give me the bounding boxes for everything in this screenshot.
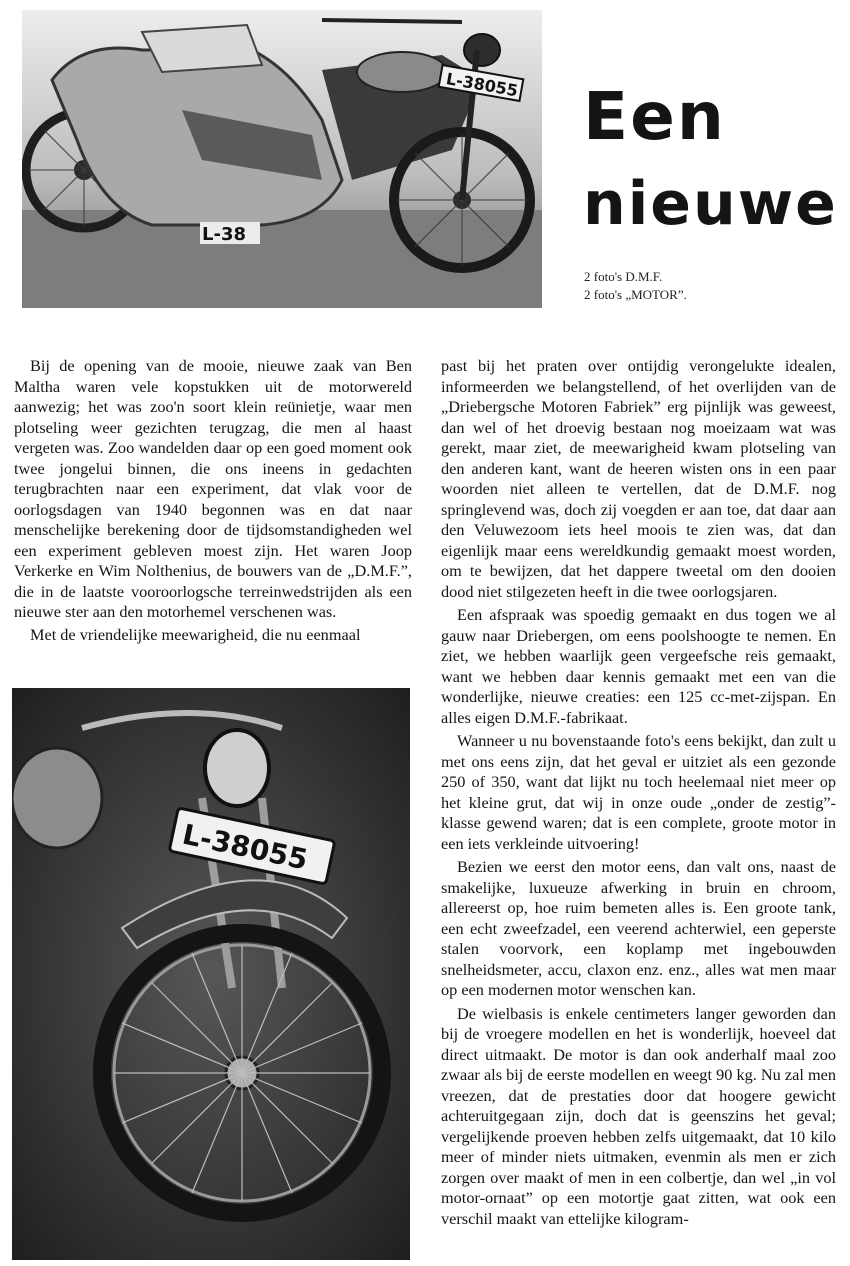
sidecar-plate-text: L-38 bbox=[202, 224, 246, 245]
article-right-column bbox=[441, 356, 836, 1232]
paragraph: De wielbasis is enkele centimeters langer geworden dan bij de vroegere modellen en het is wonderlijk, hoeveel dat direct uitmaakt. De motor is dan ook anderhalf maal zoo zwaar als bij de eerste modellen en weegt 90 kg. Nu zal men vreezen, dat de prestaties door dat hoogere gewicht achteruitgegaan zijn, doch dat is geenszins het geval; vergelijkende proeven hebben zelfs uitgemaakt, dat 10 kilo meer of minder niets uitmaken, evenmin als men er zich zorgen over maakt of men in een colbertje, dan wel „in vol motor-ornaat” op een motortje gaat zitten, wat ook een verschil maakt van ettelijke kilogram- bbox=[441, 1003, 836, 1228]
paragraph: past bij het praten over ontijdig verongelukte idealen, informeerden we belangstellend, of het overlijden van de „Driebergsche Motoren Fabriek” erg pijnlijk was geweest, dan wel of het droevig bestaan nog moeizaam wat was gerekt, maar ziet, de meewarigheid kwam plotseling van den anderen kant, want de heeren wisten ons in een paar woorden niet alleen te vertellen, dat de D.M.F. nog springlevend was, doch zij voegden er aan toe, dat daar aan den Veluwezoom iets heel moois te zien was, dat dan eigenlijk maar eens wereldkundig gemaakt moest worden, om te bewijzen, dat het dappere tweetal om den dooien dood niet stilgezeten heeft in die twee oorlogsjaren. bbox=[441, 356, 836, 601]
paragraph: Bezien we eerst den motor eens, dan valt ons, naast de smakelijke, luxueuze afwerking in bruin en chroom, allereerst op, hoe ruim bemeten alles is. Een groote tank, een echt zweefzadel, een veerend achterwiel, een geperste stalen voorvork, een koplamp met ingebouwden snelheidsmeter, accu, claxon enz. enz., alles wat men maar op een modernen motor wenschen kan. bbox=[441, 857, 836, 999]
front-plate-text: L-38055 bbox=[179, 817, 311, 877]
paragraph: Met de vriendelijke meewarigheid, die nu eenmaal bbox=[30, 624, 361, 644]
photo-credit-2: 2 foto's „MOTOR”. bbox=[584, 287, 687, 302]
photo-credit-1: 2 foto's D.M.F. bbox=[584, 269, 663, 284]
headline-line-1: Een bbox=[583, 78, 726, 155]
top-plate-text: L-38055 bbox=[444, 69, 520, 101]
paragraph: Wanneer u nu bovenstaande foto's eens bekijkt, dan zult u met ons eens zijn, dat het geval er uitziet als een gezonde 250 of 350, want dat lijkt nu toch heelemaal niet meer op het kleine grut, dat wij in onze oude „onder de zestig”-klasse gewend waren; dat is een complete, groote motor in een iets verkleinde uitvoering! bbox=[441, 731, 836, 853]
motorcycle-sidecar-photo bbox=[22, 10, 542, 308]
paragraph: Een afspraak was spoedig gemaakt en dus togen we al gauw naar Driebergen, om eens poolshoogte te nemen. En ziet, we hebben waarlijk geen vergeefsche reis gemaakt, want we hebben daar kennis gemaakt met een van die wonderlijke, nieuwe creaties: een 125 cc-met-zijspan. En alles eigen D.M.F.-fabrikaat. bbox=[441, 605, 836, 727]
article-left-column bbox=[14, 356, 412, 647]
paragraph: Bij de opening van de mooie, nieuwe zaak van Ben Maltha waren vele kopstukken uit de motorwereld aanwezig; het was zoo'n soort klein reünietje, waar men plotseling weer gezichten terugzag, die men al haast vergeten was. Zoo wandelden daar op een goed moment ook twee jongelui binnen, die ons ineens in gedachten terugbrachten naar een experiment, dat vlak voor de oorlogsdagen van 1940 begonnen was en dat naar menschelijke berekening door de tijdsomstandigheden wel een experiment gebleven moest zijn. Het waren Joop Verkerke en Wim Nolthenius, de bouwers van de „D.M.F.”, die in de laatste vooroorlogsche terreinwedstrijden als een nieuwe ster aan den motorhemel verschenen was. bbox=[14, 356, 412, 621]
headline-line-2: nieuwe bbox=[583, 169, 838, 239]
motorcycle-front-photo bbox=[12, 688, 410, 1260]
